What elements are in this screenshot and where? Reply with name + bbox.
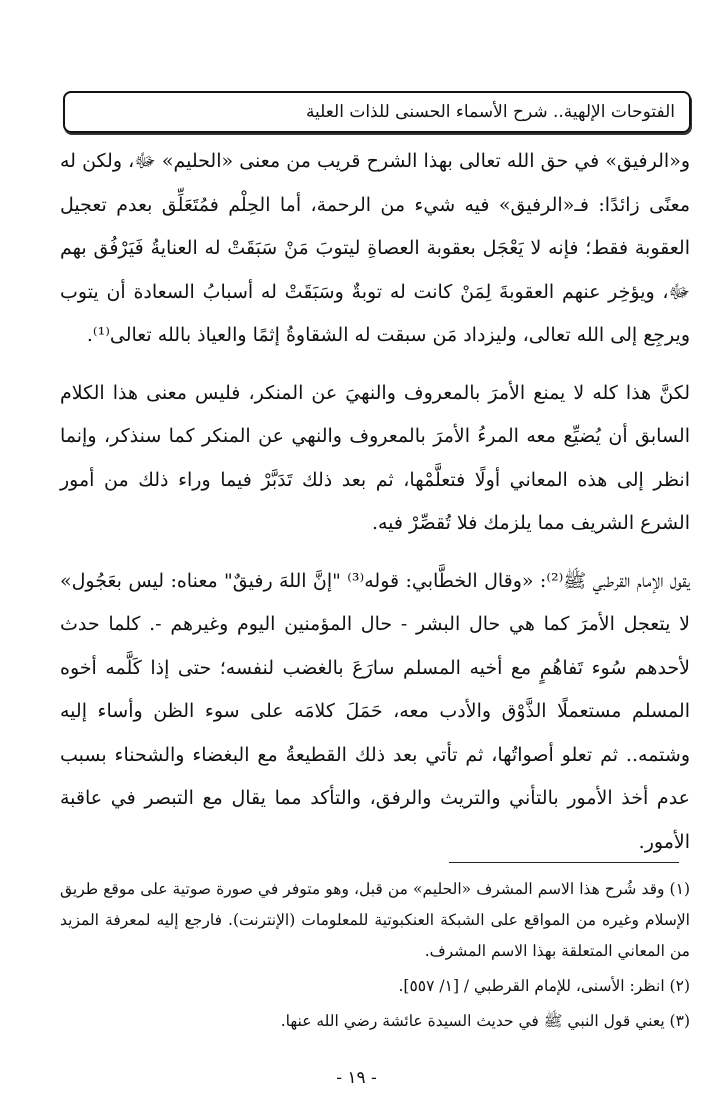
running-header <box>63 91 691 133</box>
footnote-separator <box>449 862 679 863</box>
header-title: الفتوحات الإلهية.. شرح الأسماء الحسنى للذات العلية <box>305 102 675 122</box>
paragraph-3: يقول الإمام القرطبي ﷺ⁽²⁾: «وقال الخطَّابي: قوله⁽³⁾ "إنَّ اللهَ رفيقٌ" معناه: ليس بعَجُول» لا يتعجل الأمرَ كما هي حال البشر - حال المؤمنين اليوم وغيرهم -. كلما حدث لأحدهم سُوء تَفاهُمٍ مع أخيه المسلم سارَعَ بالغضب لنفسه؛ حتى إذا كَلَّمه أخوه المسلم مستعملًا الذَّوْق والأدب معه، حَمَلَ كلامَه على سوء الظن وأساء إليه وشتمه.. ثم تعلو أصواتُها، ثم تأتي بعد ذلك القطيعةُ مع البغضاء والشحناء بسبب عدم أخذ الأمور بالتأني والتريث والرفق، والتأكد مما يقال مع التبصر في عاقبة الأمور. <box>60 569 690 853</box>
main-text <box>60 140 690 864</box>
page-number: - ١٩ - <box>336 1068 377 1088</box>
footnote-1: (١) وقد شُرح هذا الاسم المشرف «الحليم» من قبل، وهو متوفر في صورة صوتية على موقع طريق الإسلام وغيره من المواقع على الشبكة العنكبوتية للمعلومات (الإنترنت). فارجع إليه لمعرفة المزيد من المعاني المتعلقة بهذا الاسم المشرف. <box>60 880 690 960</box>
footnote-2: (٢) انظر: الأسنى، للإمام القرطبي / [١/ ٥٥٧]. <box>398 977 690 995</box>
footnotes <box>60 874 690 1041</box>
paragraph-1: و«الرفيق» في حق الله تعالى بهذا الشرح قريب من معنى «الحليم» ﷻ، ولكن له معنًى زائدًا: فـ«الرفيق» فيه شيء من الرحمة، أما الحِلْم فمُتَعَلِّق بعدم تعجيل العقوبة فقط؛ فإنه لا يَعْجَل بعقوبة العصاةِ ليتوبَ مَنْ سَبَقَتْ له العنايةُ فَيَرْفُق بهم ﷻ، ويؤخِر عنهم العقوبةَ لِمَنْ كانت له توبةٌ وسَبَقَتْ له أسبابُ السعادة أن يتوب ويرجِع إلى الله تعالى، وليزداد مَن سبقت له الشقاوةُ إثمًا والعياذ بالله تعالى⁽¹⁾. <box>60 150 690 346</box>
footnote-3: (٣) يعني قول النبي ﷺ في حديث السيدة عائشة رضي الله عنها. <box>280 1012 690 1030</box>
paragraph-2: لكنَّ هذا كله لا يمنع الأمرَ بالمعروف والنهيَ عن المنكر، فليس معنى هذا الكلام السابق أن يُضيِّع معه المرءُ الأمرَ بالمعروف والنهي عن المنكر كما سنذكر، وإنما انظر إلى هذه المعاني أولًا فتعلَّمْها، ثم بعد ذلك تَدَبَّرْ فيما وراء ذلك من أمور الشرع الشريف مما يلزمك فلا تُقصِّرْ فيه. <box>60 381 690 534</box>
